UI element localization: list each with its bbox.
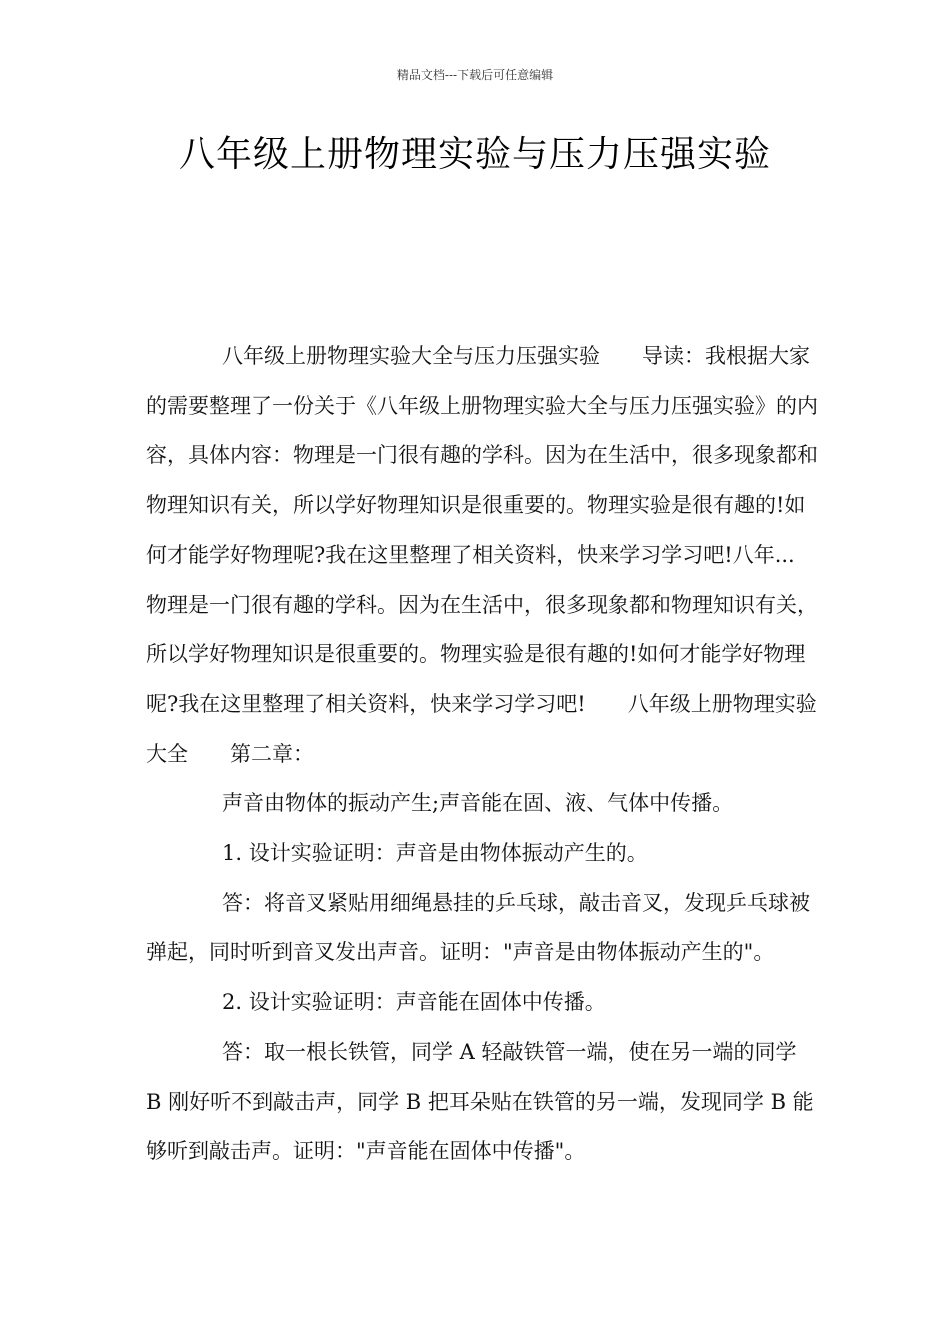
- paragraph: 八年级上册物理实验大全与压力压强实验 导读：我根据大家的需要整理了一份关于《八年级上册物理实验大全与压力压强实验》的内容，具体内容：物理是一门很有趣的学科。因为在生活中，很多现象都和物理知识有关，所以学好物理知识是很重要的。物理实验是很有趣的!如何才能学好物理呢?我在这里整理了相关资料，快来学习学习吧!八年... 物理是一门很有趣的学科。因为在生活中，很多现象都和物理知识有关，所以学好物理知识是很重要的。物理实验是很有趣的!如何才能学好物理呢?我在这里整理了相关资料，快来学习学习吧! 八年级上册物理实验大全 第二章：: [146, 344, 837, 766]
- paragraph: 1. 设计实验证明：声音是由物体振动产生的。: [222, 841, 648, 866]
- header-note: 精品文档---下载后可任意编辑: [396, 68, 554, 82]
- document-title: 八年级上册物理实验与压力压强实验: [178, 134, 771, 175]
- paragraph: 声音由物体的振动产生;声音能在固、液、气体中传播。: [222, 791, 734, 816]
- paragraph: 答：取一根长铁管，同学 A 轻敲铁管一端，使在另一端的同学 B 刚好听不到敲击声，同学 B 把耳朵贴在铁管的另一端，发现同学 B 能够听到敲击声。证明："声音能在固体中传播"。: [146, 1039, 814, 1164]
- document-body: [146, 332, 837, 1177]
- paragraph: 2. 设计实验证明：声音能在固体中传播。: [222, 990, 606, 1015]
- paragraph: 答：将音叉紧贴用细绳悬挂的乒乓球，敲击音叉，发现乒乓球被弹起，同时听到音叉发出声音。证明："声音是由物体振动产生的"。: [146, 890, 810, 965]
